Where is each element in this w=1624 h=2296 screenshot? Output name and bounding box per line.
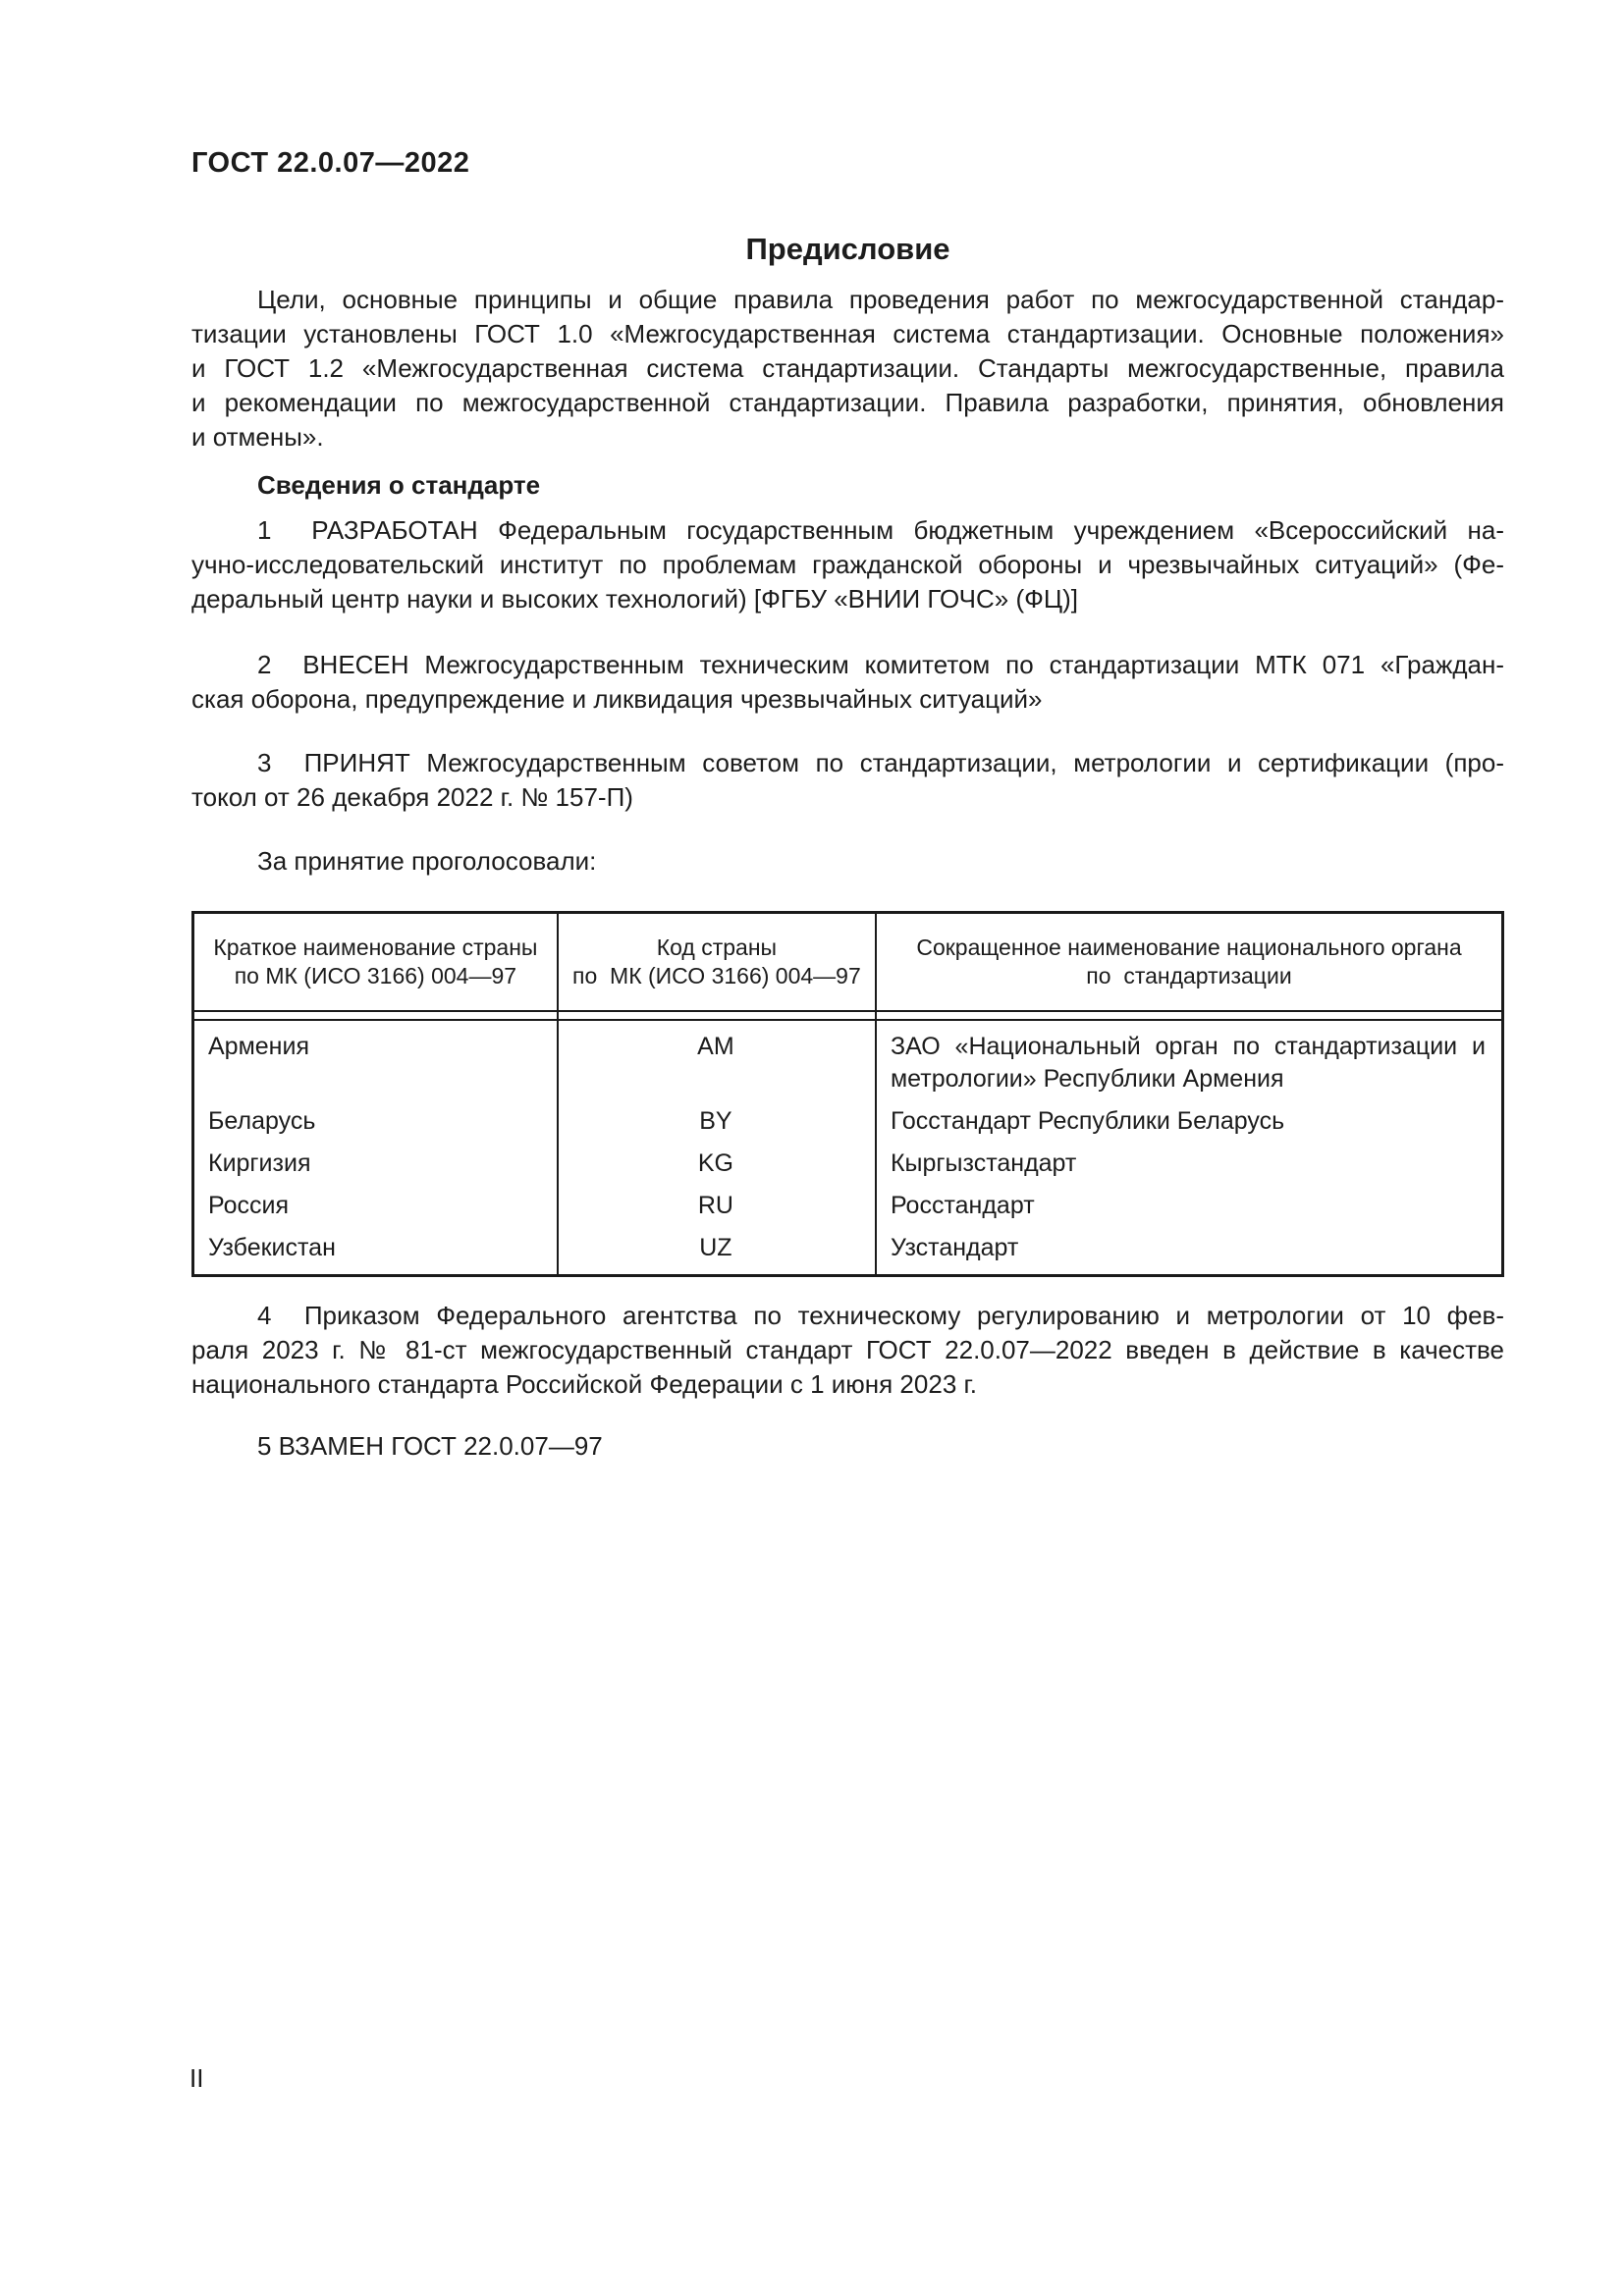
country-cell: Армения <box>208 1033 309 1060</box>
page-number: II <box>189 2063 204 2093</box>
table-row <box>193 1101 1503 1144</box>
national-body-cell <box>876 1020 1503 1101</box>
page-title: Предисловие <box>745 232 950 266</box>
header-national-body <box>876 913 1503 1012</box>
country-code-cell: RU <box>558 1186 876 1228</box>
country-cell: Россия <box>208 1192 289 1219</box>
text-line: Код страны <box>656 934 778 960</box>
clause-developed <box>191 513 1504 616</box>
table-row <box>193 1144 1503 1186</box>
text-line: раля 2023 г. № 81-ст межгосударственный стандарт ГОСТ 22.0.07—2022 введен в действие в качестве <box>191 1335 1504 1364</box>
text-line: по МК (ИСО 3166) 004—97 <box>234 963 517 988</box>
text-line: ЗАО «Национальный орган по стандартизации и <box>890 1033 1486 1060</box>
text-line: по стандартизации <box>1086 963 1292 988</box>
text-line: 3 ПРИНЯТ Межгосударственным советом по стандартизации, метрологии и сертификации (про- <box>257 748 1504 777</box>
clause-adopted <box>191 746 1504 815</box>
text-line: Сокращенное наименование национального органа <box>916 934 1462 960</box>
text-line: учно-исследовательский институт по проблемам гражданской обороны и чрезвычайных ситуаций» (Фе- <box>191 550 1504 579</box>
text-line: 4 Приказом Федерального агентства по техническому регулированию и метрологии от 10 фев- <box>257 1301 1504 1330</box>
table-header-separator <box>193 1011 1503 1020</box>
clause-submitted <box>191 648 1504 717</box>
clause-replaces: 5 ВЗАМЕН ГОСТ 22.0.07—97 <box>257 1431 603 1461</box>
text-line: и рекомендации по межгосударственной стандартизации. Правила разработки, принятия, обновления <box>191 388 1504 417</box>
country-code-cell: UZ <box>558 1228 876 1276</box>
header-country-name <box>193 913 558 1012</box>
text-line: и ГОСТ 1.2 «Межгосударственная система стандартизации. Стандарты межгосударственные, правила <box>191 353 1504 383</box>
text-line: деральный центр науки и высоких технологий) [ФГБУ «ВНИИ ГОЧС» (ФЦ)] <box>191 584 1078 614</box>
country-code-cell: KG <box>558 1144 876 1186</box>
text-line: 1 РАЗРАБОТАН Федеральным государственным бюджетным учреждением «Всероссийский на- <box>257 515 1504 545</box>
text-line: Краткое наименование страны <box>213 934 538 960</box>
text-line: национального стандарта Российской Федерации с 1 июня 2023 г. <box>191 1369 978 1399</box>
page-content <box>191 0 1504 1464</box>
text-line: Госстандарт Республики Беларусь <box>890 1107 1285 1135</box>
vote-intro: За принятие проголосовали: <box>257 846 597 876</box>
country-code-cell: AM <box>558 1020 876 1101</box>
text-line: Росстандарт <box>890 1192 1035 1219</box>
table-header-row <box>193 913 1503 1012</box>
info-heading: Сведения о стандарте <box>257 470 541 500</box>
table-row <box>193 1020 1503 1101</box>
table-row <box>193 1186 1503 1228</box>
national-body-cell <box>876 1144 1503 1186</box>
text-line: Цели, основные принципы и общие правила проведения работ по межгосударственной стандар- <box>257 285 1504 314</box>
text-line: ская оборона, предупреждение и ликвидация чрезвычайных ситуаций» <box>191 684 1043 714</box>
national-body-cell <box>876 1186 1503 1228</box>
vote-table <box>191 911 1504 1277</box>
header-country-code <box>558 913 876 1012</box>
clause-order <box>191 1299 1504 1402</box>
country-cell: Беларусь <box>208 1107 316 1135</box>
national-body-cell <box>876 1101 1503 1144</box>
text-line: Узстандарт <box>890 1234 1019 1261</box>
country-code-cell: BY <box>558 1101 876 1144</box>
text-line: 2 ВНЕСЕН Межгосударственным техническим комитетом по стандартизации МТК 071 «Граждан- <box>257 650 1504 679</box>
national-body-cell <box>876 1228 1503 1276</box>
text-line: Кыргызстандарт <box>890 1149 1077 1177</box>
standard-code-header: ГОСТ 22.0.07—2022 <box>191 147 470 179</box>
vote-table-header <box>193 913 1503 1021</box>
vote-table-body <box>193 1020 1503 1276</box>
text-line: по МК (ИСО 3166) 004—97 <box>572 963 861 988</box>
intro-paragraph <box>191 283 1504 454</box>
country-cell: Киргизия <box>208 1149 311 1177</box>
text-line: токол от 26 декабря 2022 г. № 157-П) <box>191 782 633 812</box>
text-line: и отмены». <box>191 422 324 452</box>
text-line: метрологии» Республики Армения <box>890 1065 1284 1093</box>
table-row <box>193 1228 1503 1276</box>
text-line: тизации установлены ГОСТ 1.0 «Межгосударственная система стандартизации. Основные положения» <box>191 319 1504 348</box>
country-cell: Узбекистан <box>208 1234 336 1261</box>
